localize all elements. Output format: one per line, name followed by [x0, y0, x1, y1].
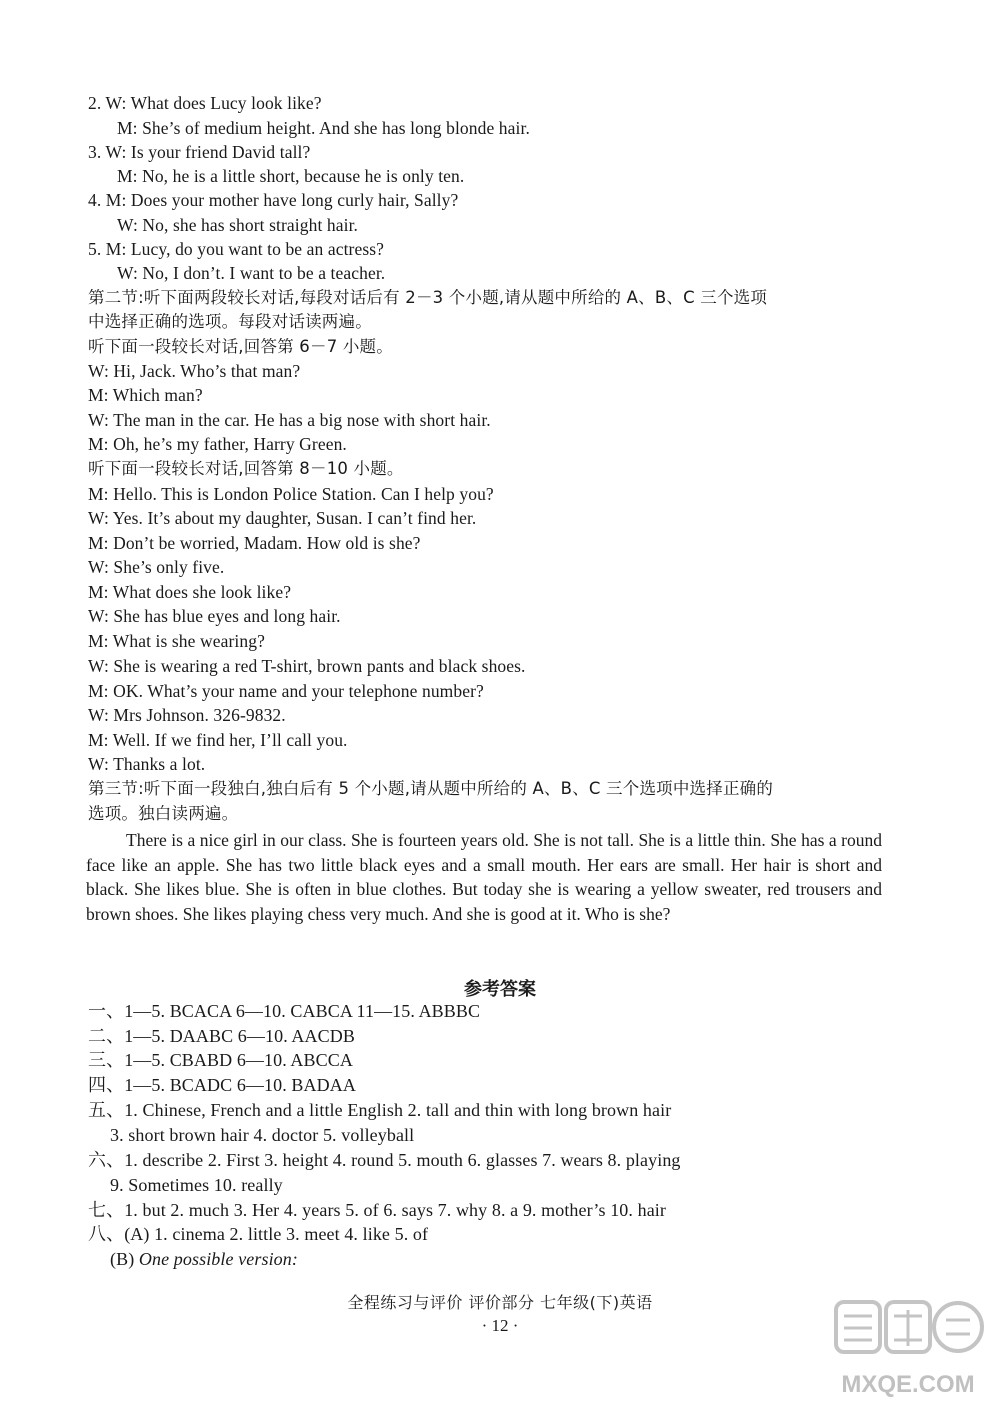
- dialog-line: W: No, I don’t. I want to be a teacher.: [117, 263, 386, 283]
- part-b-text: One possible version:: [138, 1249, 298, 1269]
- answer-line: 五、1. Chinese, French and a little English 2. tall and thin with long brown hair: [88, 1100, 672, 1120]
- answer-line: 七、1. but 2. much 3. Her 4. years 5. of 6. says 7. why 8. a 9. mother’s 10. hair: [88, 1200, 666, 1220]
- dialog-line: W: Hi, Jack. Who’s that man?: [88, 361, 301, 381]
- dialog-line: W: No, she has short straight hair.: [117, 215, 359, 235]
- dialog-heading: 听下面一段较长对话,回答第 8－10 小题。: [88, 459, 404, 478]
- answer-line: 一、1—5. BCACA 6—10. CABCA 11—15. ABBBC: [88, 1001, 481, 1021]
- dialog-line: W: She has blue eyes and long hair.: [88, 606, 341, 626]
- dialog-line: M: She’s of medium height. And she has long blonde hair.: [117, 118, 530, 138]
- answer-line: 二、1—5. DAABC 6—10. AACDB: [88, 1026, 355, 1046]
- answer-line: 六、1. describe 2. First 3. height 4. round 5. mouth 6. glasses 7. wears 8. playing: [88, 1150, 681, 1170]
- monologue-paragraph: There is a nice girl in our class. She is fourteen years old. She is not tall. She is a little thin. She has a round face like an apple. She has two little black eyes and a small mouth. Her ears are small. Her hair is short and black. She likes blue. She is often in blue clothes. But today she is wearing a yellow sweater, red trousers and brown shoes. She likes playing chess very much. And she is good at it. Who is she?: [86, 830, 882, 924]
- dialog-line: M: Hello. This is London Police Station. Can I help you?: [88, 484, 494, 504]
- page-number: · 12 ·: [481, 1316, 519, 1335]
- dialog-line: M: What does she look like?: [88, 582, 292, 602]
- dialog-line: M: Oh, he’s my father, Harry Green.: [88, 434, 347, 454]
- part-b-label: (B): [110, 1249, 135, 1269]
- dialog-line: M: OK. What’s your name and your telephone number?: [88, 681, 484, 701]
- dialog-line: M: What is she wearing?: [88, 631, 265, 651]
- dialog-line: 3. W: Is your friend David tall?: [88, 142, 311, 162]
- dialog-line: M: Don’t be worried, Madam. How old is she?: [88, 533, 421, 553]
- dialog-line: 4. M: Does your mother have long curly hair, Sally?: [88, 190, 459, 210]
- dialog-line: 5. M: Lucy, do you want to be an actress?: [88, 239, 385, 259]
- watermark-icon: [828, 1296, 988, 1406]
- answer-line: 四、1—5. BCADC 6—10. BADAA: [88, 1075, 356, 1095]
- answer-key-title: 参考答案: [464, 979, 536, 1000]
- dialog-line: W: Yes. It’s about my daughter, Susan. I can’t find her.: [88, 508, 477, 528]
- dialog-line: 2. W: What does Lucy look like?: [88, 93, 322, 113]
- answer-line: 八、(A) 1. cinema 2. little 3. meet 4. like 5. of: [88, 1224, 429, 1244]
- answer-line: 三、1—5. CBABD 6—10. ABCCA: [88, 1050, 353, 1070]
- dialog-line: M: Which man?: [88, 385, 203, 405]
- answer-part-b: [110, 1247, 298, 1271]
- section-instruction: 中选择正确的选项。每段对话读两遍。: [88, 312, 372, 331]
- dialog-line: M: No, he is a little short, because he is only ten.: [117, 166, 465, 186]
- section-instruction: 第三节:听下面一段独白,独白后有 5 个小题,请从题中所给的 A、B、C 三个选项中选择正确的: [88, 779, 774, 798]
- dialog-line: W: Mrs Johnson. 326-9832.: [88, 705, 286, 725]
- dialog-line: W: The man in the car. He has a big nose with short hair.: [88, 410, 491, 430]
- answer-line: 9. Sometimes 10. really: [110, 1175, 283, 1195]
- section-instruction: 选项。独白读两遍。: [88, 804, 239, 823]
- answer-line: 3. short brown hair 4. doctor 5. volleyball: [110, 1125, 415, 1145]
- dialog-line: W: She’s only five.: [88, 557, 225, 577]
- dialog-line: W: She is wearing a red T-shirt, brown pants and black shoes.: [88, 656, 526, 676]
- dialog-line: M: Well. If we find her, I’ll call you.: [88, 730, 348, 750]
- page-footer: 全程练习与评价 评价部分 七年级(下)英语: [347, 1293, 653, 1312]
- dialog-line: W: Thanks a lot.: [88, 754, 206, 774]
- watermark-logo: [828, 1296, 988, 1406]
- dialog-heading: 听下面一段较长对话,回答第 6－7 小题。: [88, 337, 393, 356]
- section-instruction: 第二节:听下面两段较长对话,每段对话后有 2－3 个小题,请从题中所给的 A、B、C 三个选项: [88, 288, 768, 307]
- watermark-url: MXQE.COM: [841, 1371, 975, 1398]
